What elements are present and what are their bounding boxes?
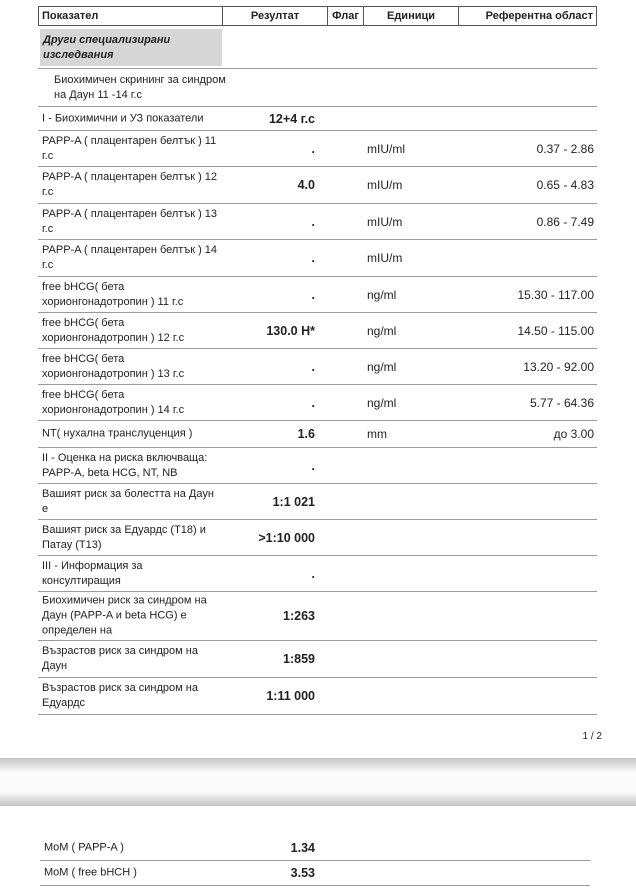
- table-row: [38, 204, 597, 239]
- row-name: PAPP-A ( плацентарен белтък ) 11 г.с: [42, 134, 217, 162]
- table-row: [38, 107, 597, 130]
- row-result: 1:1 021: [272, 494, 315, 509]
- row-reference: 0.65 - 4.83: [536, 178, 594, 192]
- row-unit: ng/ml: [367, 359, 397, 374]
- header-units: Единици: [364, 7, 459, 25]
- row-result: 4.0: [297, 178, 315, 192]
- row-result: .: [311, 566, 315, 581]
- row-name: III - Информация за консултиращия: [42, 559, 143, 587]
- row-result: .: [311, 287, 315, 302]
- row-name: free bHCG( бета хорионгонадотропин ) 14 г.с: [42, 388, 185, 416]
- table-row: [38, 592, 597, 640]
- row-divider: [40, 885, 590, 886]
- row-reference: 0.37 - 2.86: [536, 141, 594, 156]
- table-row: [38, 167, 597, 203]
- row-result: 130.0 H*: [266, 323, 315, 338]
- row-result: .: [311, 359, 315, 374]
- row-name: free bHCG( бета хорионгонадотропин ) 13 г.с: [42, 352, 185, 380]
- table-row: [38, 240, 597, 276]
- row-name: Биохимичен скрининг за синдром на Даун 11 -14 г.с: [54, 73, 226, 101]
- row-result: 1:11 000: [266, 689, 315, 703]
- row-name: free bHCG( бета хорионгонадотропин ) 11 г.с: [42, 280, 184, 308]
- row-result: 1:263: [283, 609, 315, 623]
- row-name: Възрастов риск за синдром на Едуардс: [42, 682, 198, 709]
- table-row: [38, 277, 597, 312]
- table-row: [38, 313, 597, 348]
- row-unit: mIU/ml: [367, 141, 405, 156]
- row-name: Възрастов риск за синдром на Даун: [42, 645, 198, 672]
- row-name: PAPP-A ( плацентарен белтък ) 14 г.с: [42, 244, 218, 271]
- header-flag: Флаг: [328, 7, 364, 25]
- row-reference: до 3.00: [553, 427, 594, 441]
- row-reference: 14.50 - 115.00: [517, 323, 594, 338]
- row-reference: 5.77 - 64.36: [529, 395, 594, 410]
- row-unit: mm: [367, 427, 387, 441]
- row-unit: mIU/m: [367, 178, 403, 192]
- row-reference: 13.20 - 92.00: [523, 359, 594, 374]
- row-name: MoM ( free bHCH ): [44, 866, 137, 878]
- row-name: Вашият риск за Едуардс (Т18) и Патау (Т13): [42, 523, 206, 551]
- row-unit: mIU/m: [367, 214, 403, 229]
- header-indicator: Показател: [39, 7, 223, 25]
- table-row: [38, 349, 597, 384]
- row-name: II - Оценка на риска включваща: PAPP-A, beta HCG, NT, NB: [42, 451, 208, 479]
- table-row: [38, 421, 597, 447]
- row-name: PAPP-A ( плацентарен белтък ) 13 г.с: [42, 207, 218, 235]
- row-name: Биохимичен риск за синдром на Даун (PAPP-A и beta HCG) е определен на: [42, 594, 207, 637]
- row-name: I - Биохимични и УЗ показатели: [42, 112, 204, 124]
- table-row: [38, 484, 597, 519]
- row-name: Вашият риск за болестта на Даун е: [42, 487, 214, 515]
- row-unit: ng/ml: [367, 287, 397, 302]
- row-divider: [38, 714, 597, 715]
- row-result: .: [311, 214, 315, 229]
- table-row: [38, 69, 597, 106]
- table-row: [40, 836, 590, 860]
- table-row: [38, 556, 597, 591]
- row-name: MoM ( PAPP-A ): [44, 841, 124, 854]
- row-result: >1:10 000: [258, 530, 315, 545]
- table-row: [40, 860, 590, 885]
- row-result: 1.6: [297, 427, 315, 441]
- row-result: .: [311, 251, 315, 265]
- table-row: [38, 131, 597, 166]
- header-result: Резултат: [223, 7, 328, 25]
- row-result: .: [311, 395, 315, 410]
- table-header: [38, 6, 597, 26]
- table-row: [38, 448, 597, 483]
- row-unit: ng/ml: [367, 395, 397, 410]
- row-name: NT( нухална транслуценция ): [42, 427, 193, 440]
- row-name: PAPP-A ( плацентарен белтък ) 12 г.с: [42, 171, 218, 198]
- header-reference: Референтна област: [485, 10, 593, 22]
- row-name: free bHCG( бета хорионгонадотропин ) 12 г.с: [42, 316, 185, 344]
- table-row: [38, 678, 597, 714]
- section-title: Други специализирани изследвания: [40, 29, 222, 66]
- table-row: [38, 385, 597, 420]
- page-number: 1 / 2: [582, 731, 602, 742]
- row-result: .: [311, 141, 315, 156]
- row-result: 1.34: [290, 841, 315, 855]
- page-break: [0, 758, 636, 806]
- row-result: 1:859: [283, 652, 315, 666]
- row-reference: 15.30 - 117.00: [517, 287, 594, 302]
- row-reference: 0.86 - 7.49: [536, 214, 594, 229]
- row-result: .: [311, 458, 315, 473]
- row-unit: mIU/m: [367, 251, 403, 265]
- table-row: [38, 641, 597, 677]
- row-unit: ng/ml: [367, 323, 397, 338]
- row-result: 3.53: [290, 865, 315, 880]
- row-result: 12+4 г.с: [268, 111, 315, 126]
- table-row: [38, 520, 597, 555]
